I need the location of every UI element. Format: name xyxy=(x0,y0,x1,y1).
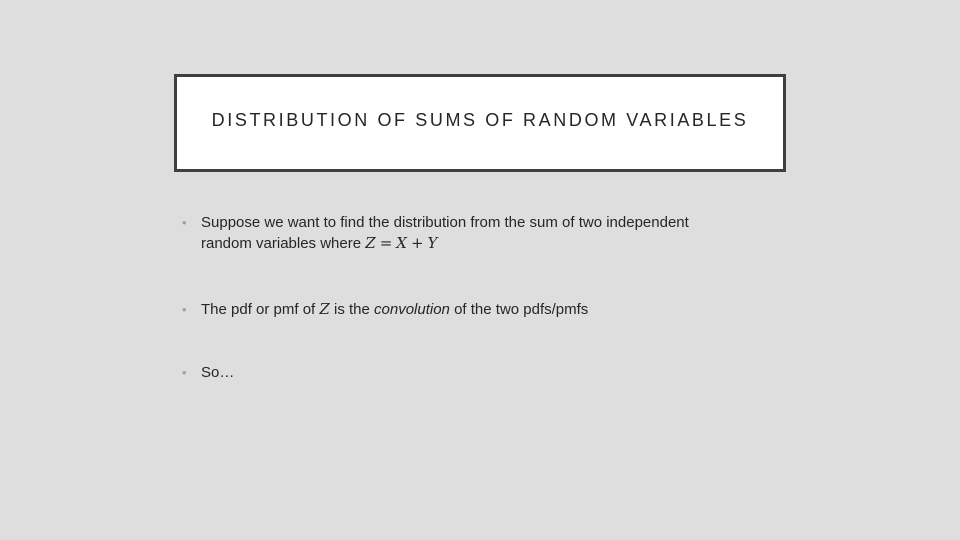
math-variable-z: Z xyxy=(365,234,376,252)
bullet-dot-icon: • xyxy=(182,365,187,380)
title-box xyxy=(174,74,786,172)
bullet-text-middle: is the xyxy=(329,301,375,318)
bullet-text: So… xyxy=(201,364,235,381)
slide-title: DISTRIBUTION OF SUMS OF RANDOM VARIABLES xyxy=(211,109,749,130)
math-plus: + xyxy=(410,234,424,252)
bullet-list xyxy=(182,212,782,383)
bullet-dot-icon: • xyxy=(182,215,187,230)
math-variable-x: X xyxy=(396,234,407,252)
math-variable-y: Y xyxy=(427,234,438,252)
bullet-text-line1: Suppose we want to find the distribution from the sum of two independent xyxy=(201,214,689,231)
bullet-text-suffix: of the two pdfs/pmfs xyxy=(449,301,589,318)
bullet-item-sum-definition xyxy=(182,212,782,254)
bullet-item-convolution xyxy=(182,299,782,320)
math-variable-z: Z xyxy=(319,300,330,318)
bullet-text-line2: random variables where xyxy=(201,235,366,252)
math-equals: = xyxy=(379,234,393,252)
bullet-item-so xyxy=(182,362,782,383)
bullet-text-emphasis: convolution xyxy=(374,301,450,318)
bullet-text-prefix: The pdf or pmf of xyxy=(201,301,320,318)
bullet-dot-icon: • xyxy=(182,302,187,317)
